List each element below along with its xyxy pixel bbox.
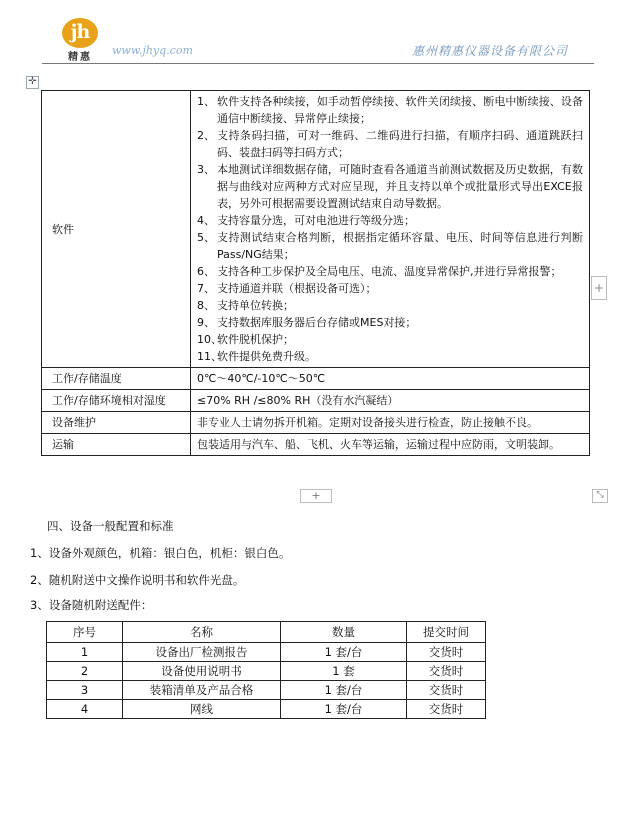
row-label: 设备维护 [42,412,191,434]
list-item: 9、 支持数据库服务器后台存储或MES对接； [197,316,417,329]
table-row [42,91,590,368]
list-item: 11、 软件提供免费升级。 [197,350,316,363]
software-features [191,91,590,368]
table-row [42,368,590,390]
logo-name: 精惠 [68,52,92,63]
paragraph: 1、设备外观颜色，机箱：银白色，机柜：银白色。 [30,546,291,560]
list-item: 10、 软件脱机保护； [197,333,294,346]
table-row [47,681,486,700]
company-name: 惠州精惠仪器设备有限公司 [411,44,568,58]
table-move-handle-icon[interactable]: ✛ [26,76,39,89]
column-header: 提交时间 [407,622,486,643]
spec-table [41,90,590,456]
row-value: ≤70% RH /≤80% RH（没有水汽凝结） [191,390,590,412]
paragraph: 3、设备随机附送配件： [30,598,153,612]
list-item: 7、 支持通道并联（根据设备可选）； [197,282,377,295]
table-cell: 1 套/台 [281,700,407,719]
list-item: 1、 软件支持各种续接，如手动暂停续接、软件关闭续接、断电中断续接、设备通信中断续接、异常停止续接； [197,95,583,125]
table-cell: 交货时 [407,700,486,719]
table-cell: 3 [47,681,123,700]
list-item: 3、 本地测试详细数据存储，可随时查看各通道当前测试数据及历史数据，有数据与曲线对应两种方式对应呈现，并且支持以单个或批量形式导出EXCE报表，另外可根据需要设置测试结束自动导数据。 [197,163,583,210]
software-label: 软件 [42,91,191,368]
row-value: 0℃～40℃/-10℃～50℃ [191,368,590,390]
table-row [47,662,486,681]
row-value: 非专业人士请勿拆开机箱。定期对设备接头进行检查，防止接触不良。 [191,412,590,434]
table-resize-icon[interactable]: ⤡ [592,489,608,503]
accessories-table [46,621,486,719]
table-cell: 1 套/台 [281,681,407,700]
column-header: 序号 [47,622,123,643]
website-url: www.jhyq.com [112,44,193,57]
table-cell: 网线 [123,700,281,719]
header-divider [42,63,594,64]
table-cell: 2 [47,662,123,681]
section-title: 四、设备一般配置和标准 [47,519,174,533]
page-header [0,0,634,70]
table-cell: 1 套/台 [281,643,407,662]
company-logo: jh [62,18,98,48]
row-label: 工作/存储温度 [42,368,191,390]
table-cell: 装箱清单及产品合格 [123,681,281,700]
table-cell: 4 [47,700,123,719]
add-row-button[interactable]: + [300,489,332,503]
column-header: 名称 [123,622,281,643]
table-row [47,700,486,719]
column-header: 数量 [281,622,407,643]
row-label: 工作/存储环境相对湿度 [42,390,191,412]
add-column-button[interactable]: + [591,276,607,300]
table-cell: 1 套 [281,662,407,681]
paragraph: 2、随机附送中文操作说明书和软件光盘。 [30,573,245,587]
table-cell: 设备出厂检测报告 [123,643,281,662]
list-item: 5、 支持测试结束合格判断，根据指定循环容量、电压、时间等信息进行判断Pass/NG结果； [197,231,583,261]
row-label: 运输 [42,434,191,456]
table-row [42,390,590,412]
table-row [42,412,590,434]
table-row [47,643,486,662]
table-cell: 设备使用说明书 [123,662,281,681]
list-item: 8、 支持单位转换； [197,299,294,312]
table-cell: 1 [47,643,123,662]
list-item: 2、 支持条码扫描，可对一维码、二维码进行扫描，有顺序扫码、通道跳跃扫码、装盘扫码等扫码方式； [197,129,583,159]
table-cell: 交货时 [407,643,486,662]
table-row [42,434,590,456]
list-item: 6、 支持各种工步保护及全局电压、电流、温度异常保护,并进行异常报警； [197,265,562,278]
table-cell: 交货时 [407,662,486,681]
list-item: 4、 支持容量分选，可对电池进行等级分选； [197,214,415,227]
table-cell: 交货时 [407,681,486,700]
table-header-row [47,622,486,643]
row-value: 包装适用与汽车、船、飞机、火车等运输，运输过程中应防雨，文明装卸。 [191,434,590,456]
